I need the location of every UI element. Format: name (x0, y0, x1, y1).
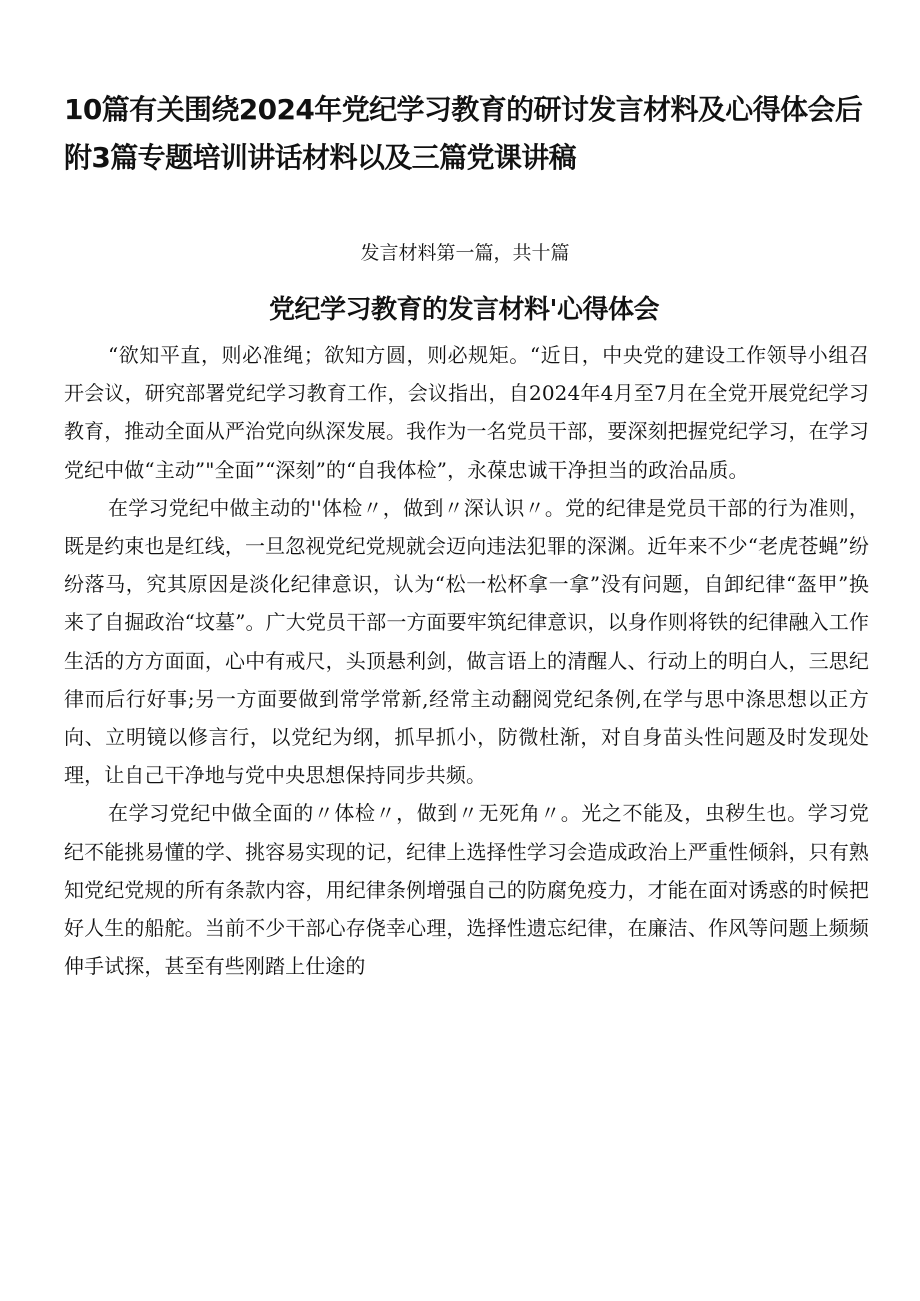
paragraph: 在学习党纪中做全面的〃体检〃，做到〃无死角〃。光之不能及，虫秽生也。学习党纪不能挑易懂的学、挑容易实现的记，纪律上选择性学习会造成政治上严重性倾斜，只有熟知党纪党规的所有条款内容，用纪律条例增强自己的防腐免疫力，才能在面对诱惑的时候把好人生的船舵。当前不少干部心存侥幸心理，选择性遗忘纪律，在廉洁、作风等问题上频频伸手试探，甚至有些刚踏上仕途的 (64, 801, 869, 979)
document-title: 10篇有关围绕2024年党纪学习教育的研讨发言材料及心得体会后附3篇专题培训讲话材料以及三篇党课讲稿 (64, 93, 863, 174)
section-title: 党纪学习教育的发言材料'心得体会 (269, 295, 659, 325)
section-label: 发言材料第一篇，共十篇 (360, 242, 570, 264)
paragraph: “欲知平直，则必准绳；欲知方圆，则必规矩。“近日，中央党的建设工作领导小组召开会议，研究部署党纪学习教育工作，会议指出，自2024年4月至7月在全党开展党纪学习教育，推动全面从严治党向纵深发展。我作为一名党员干部，要深刻把握党纪学习，在学习党纪中做“主动”"全面”“深刻”的“自我体检”，永葆忠诚干净担当的政治品质。 (64, 343, 869, 482)
paragraph: 在学习党纪中做主动的''体检〃，做到〃深认识〃。党的纪律是党员干部的行为准则，既是约束也是红线，一旦忽视党纪党规就会迈向违法犯罪的深渊。近年来不少“老虎苍蝇”纷纷落马，究其原因是淡化纪律意识，认为“松一松杯拿一拿”没有问题，自卸纪律“盔甲”换来了自掘政治“坟墓”。广大党员干部一方面要牢筑纪律意识，以身作则将铁的纪律融入工作生活的方方面面，心中有戒尺，头顶悬利剑，做言语上的清醒人、行动上的明白人，三思纪律而后行好事;另一方面要做到常学常新,经常主动翻阅党纪条例,在学与思中涤思想以正方向、立明镜以修言行，以党纪为纲，抓早抓小，防微杜渐，对自身苗头性问题及时发现处理，让自己干净地与党中央思想保持同步共频。 (64, 495, 869, 788)
body-text (64, 336, 869, 985)
